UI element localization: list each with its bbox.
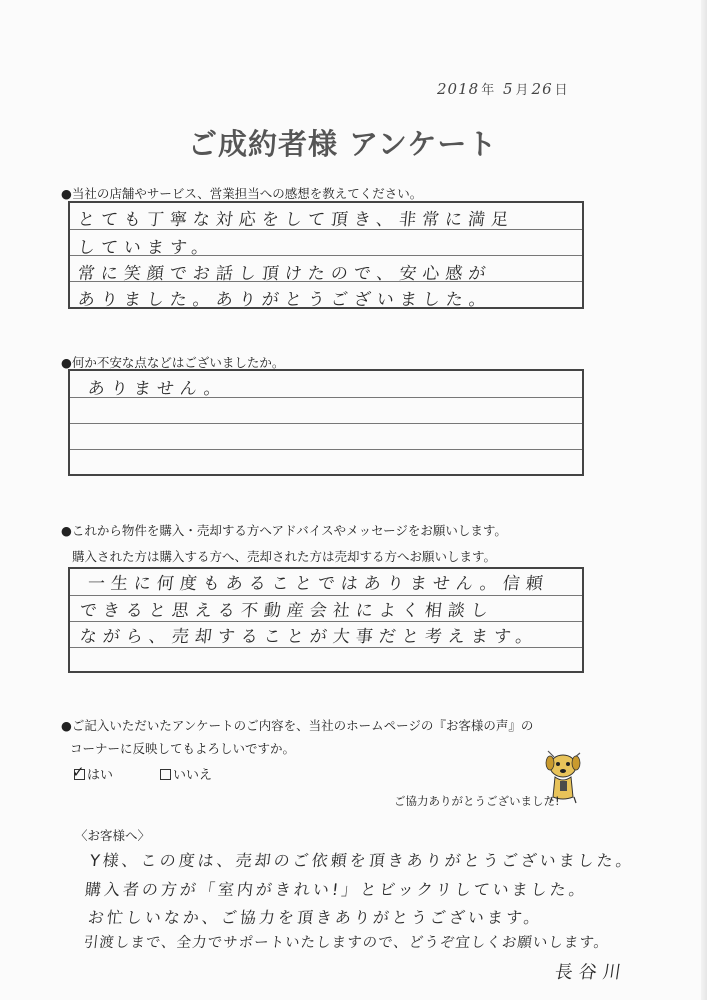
date-day: 26 <box>531 80 553 98</box>
option-no-label: いいえ <box>173 768 213 783</box>
option-yes[interactable] <box>74 764 113 783</box>
ruled-line <box>70 647 582 648</box>
page-edge <box>701 0 707 1000</box>
question-concerns: ●何か不安な点などはございましたか。 <box>61 355 285 370</box>
checkbox-yes[interactable] <box>72 763 85 781</box>
handwritten-answer-line: 一生に何度もあることではありません。信頼 <box>86 574 550 594</box>
date-year: 2018 <box>437 80 480 98</box>
question-publish: ●ご記入いただいたアンケートのご内容を、当社のホームページの『お客様の声』の <box>61 718 534 733</box>
handwritten-answer-line: 常に笑顔でお話し頂けたので、安心感が <box>76 264 493 284</box>
note-line: 引渡しまで、全力でサポートいたしますので、どうぞ宜しくお願いします。 <box>83 935 610 951</box>
note-heading: 〈お客様へ〉 <box>75 828 151 843</box>
note-line: Y様、この度は、売却のご依頼を頂きありがとうございました。 <box>88 851 636 870</box>
option-yes-label: はい <box>87 768 114 783</box>
question-advice: ●これから物件を購入・売却する方へアドバイスやメッセージをお願いします。 <box>61 523 507 538</box>
survey-date <box>437 79 571 98</box>
handwritten-answer-line: ながら、売却することが大事だと考えます。 <box>78 627 540 647</box>
date-year-unit: 年 <box>481 83 496 98</box>
note-line: 購入者の方が「室内がきれい!」とビックリしていました。 <box>83 880 589 899</box>
staff-signature: 長谷川 <box>553 962 629 983</box>
checkmark-icon: ✓ <box>72 763 85 781</box>
date-month-unit: 月 <box>515 83 530 98</box>
page-title: ご成約者様 アンケート <box>188 127 498 161</box>
ruled-line <box>70 423 582 424</box>
thanks-message: ご協力ありがとうございました! <box>394 794 560 808</box>
checkbox-no[interactable] <box>160 769 171 780</box>
ruled-line <box>70 449 582 450</box>
question-publish-line2: コーナーに反映してもよろしいですか。 <box>70 741 296 756</box>
question-impressions: ●当社の店舗やサービス、営業担当への感想を教えてください。 <box>61 186 423 201</box>
date-day-unit: 日 <box>554 83 569 98</box>
question-advice-sub: 購入された方は購入する方へ、売却された方は売却する方へお願いします。 <box>72 549 497 564</box>
date-month: 5 <box>502 80 514 98</box>
note-line: お忙しいなか、ご協力を頂きありがとうございます。 <box>86 908 544 927</box>
handwritten-answer-line: できると思える不動産会社によく相談し <box>78 601 495 621</box>
handwritten-answer-line: ありません。 <box>86 379 228 399</box>
handwritten-answer-line: とても丁寧な対応をして頂き、非常に満足 <box>76 210 516 230</box>
handwritten-answer-line: ありました。ありがとうございました。 <box>76 290 493 310</box>
option-no[interactable] <box>160 764 212 783</box>
handwritten-answer-line: しています。 <box>76 238 216 258</box>
